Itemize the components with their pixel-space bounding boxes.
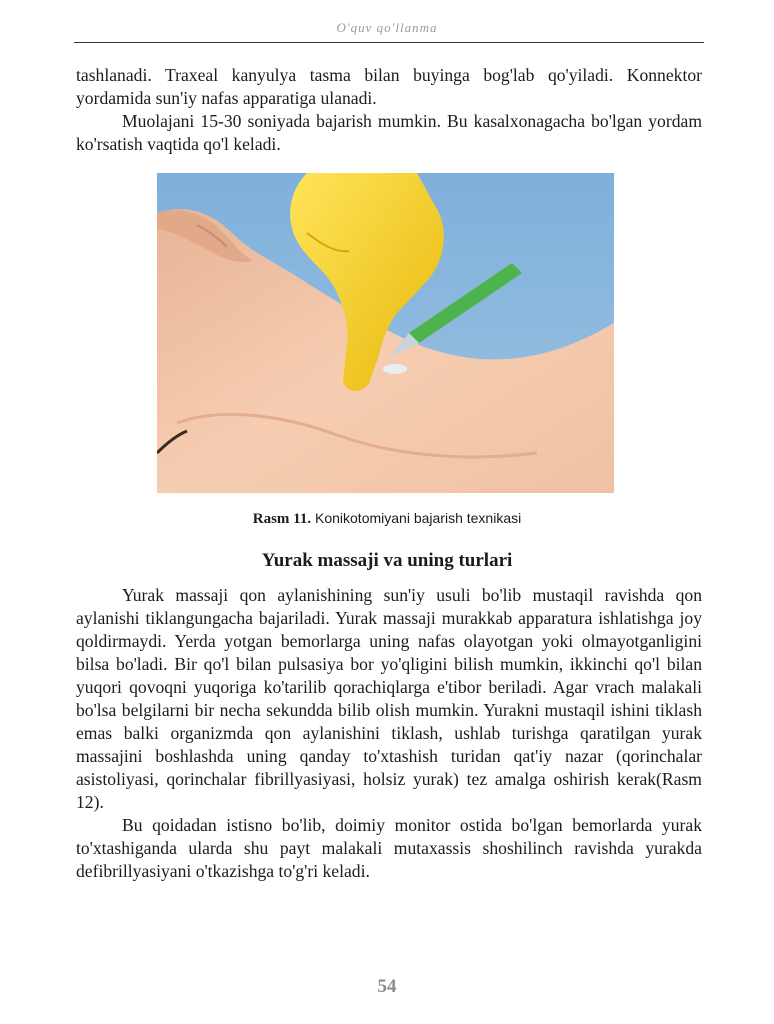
incision-site xyxy=(383,364,407,374)
paragraph-heart-massage: Yurak massaji qon aylanishining sun'iy usuli bo'lib mustaqil ravishda qon aylanishi tiklangungacha bajariladi. Yurak massaji murakkab apparatura ishlatishga joy qoldirmaydi. Yerda yotgan bemorlarga uning nafas olayotgan yoki olmayotganligini bilsa bo'ladi. Bir qo'l bilan pulsasiya bor yo'qligini bilish mumkin, ikkinchi qo'l bilan yuqori qovoqni yuqoriga ko'tarilib qorachiqlarga e'tibor beriladi. Agar vrach malakali bo'lsa belgilarni bir necha sekundda bilib olish mumkin. Yurakni mustaqil ishini tiklash emas balki organizmda qon aylanishini tiklash, ushlab turishga qaratilgan yurak massajini boshlashda uning qanday to'xtashish turidan qat'iy nazar (qorinchalar asistoliyasi, qorinchalar fibrillyasiyasi, holsiz yurak) tez amalga oshirish kerak(Rasm 12). xyxy=(76,585,702,812)
figure-caption xyxy=(0,510,774,528)
caption-text: Konikotomiyani bajarish texnikasi xyxy=(315,510,522,526)
caption-label: Rasm 11. xyxy=(252,511,312,527)
header-rule xyxy=(74,42,704,43)
top-text-block xyxy=(76,64,702,156)
page-number: 54 xyxy=(377,976,397,997)
paragraph-defibrillation: Bu qoidadan istisno bo'lib, doimiy monitor ostida bo'lgan bemorlarda yurak to'xtashiganda ularda shu payt malakali mutaxassis shoshilinch ravishda yurakda defibrillyasiyani o'tkazishga to'g'ri keladi. xyxy=(76,815,702,881)
main-text-block xyxy=(76,584,702,883)
paragraph-procedure-time: Muolajani 15-30 soniyada bajarish mumkin. Bu kasalxonagacha bo'lgan yordam ko'rsatish vaqtida qo'l keladi. xyxy=(76,111,702,154)
section-title: Yurak massaji va uning turlari xyxy=(261,550,513,571)
figure-conicotomy-illustration xyxy=(157,173,614,493)
conicotomy-drawing xyxy=(157,173,614,493)
running-header: O'quv qo'llanma xyxy=(336,20,438,35)
paragraph-continuation: tashlanadi. Traxeal kanyulya tasma bilan buyinga bog'lab qo'yiladi. Konnektor yordamida sun'iy nafas apparatiga ulanadi. xyxy=(76,65,702,108)
